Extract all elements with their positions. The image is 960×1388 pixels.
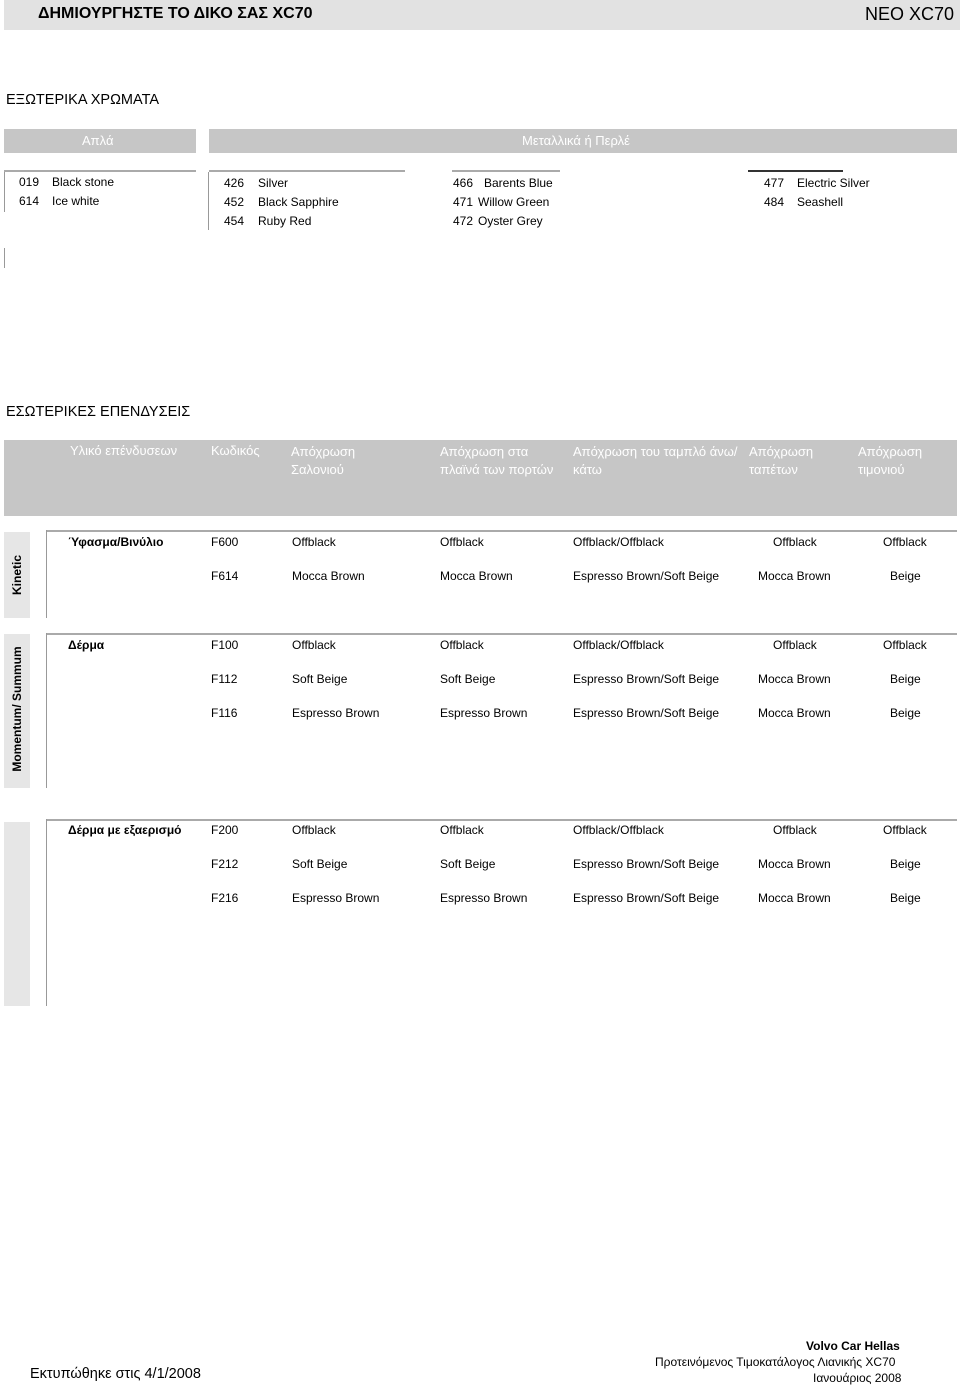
color-name: Silver <box>258 176 289 190</box>
exterior-section-title: ΕΞΩΤΕΡΙΚΑ ΧΡΩΜΑΤΑ <box>6 92 160 108</box>
divider <box>4 170 196 172</box>
carpet-color: Offblack <box>773 823 817 837</box>
color-code: 466 <box>453 176 474 190</box>
carpet-color: Mocca Brown <box>758 569 831 583</box>
color-code: 614 <box>19 194 40 208</box>
dashboard-color: Espresso Brown/Soft Beige <box>573 569 720 583</box>
color-name: Ruby Red <box>258 214 312 228</box>
divider <box>208 172 209 230</box>
footer-company: Volvo Car Hellas <box>806 1339 900 1353</box>
divider <box>452 170 560 172</box>
column-header-steering-wheel: Απόχρωση τιμονιού <box>858 444 923 477</box>
salon-color: Espresso Brown <box>292 706 380 720</box>
salon-color: Soft Beige <box>292 672 348 686</box>
trim-code: F112 <box>211 672 238 686</box>
column-header-door-panels: Απόχρωση στα πλαϊνά των πορτών <box>440 444 554 477</box>
divider <box>4 248 5 268</box>
trim-code: F614 <box>211 569 239 583</box>
steering-color: Offblack <box>883 638 927 652</box>
printed-date: Εκτυπώθηκε στις 4/1/2008 <box>30 1366 201 1382</box>
salon-color: Offblack <box>292 638 336 652</box>
footer-date: Ιανουάριος 2008 <box>813 1371 902 1385</box>
door-panel-color: Soft Beige <box>440 672 496 686</box>
divider <box>46 633 47 788</box>
color-name: Oyster Grey <box>478 214 543 228</box>
material-name: Δέρμα <box>68 638 105 652</box>
color-name: Willow Green <box>478 195 550 209</box>
salon-color: Espresso Brown <box>292 891 380 905</box>
carpet-color: Offblack <box>773 535 817 549</box>
color-name: Barents Blue <box>484 176 553 190</box>
column-header-material: Υλικό επένδυσεων <box>70 443 178 458</box>
color-name: Black stone <box>52 175 115 189</box>
steering-color: Beige <box>890 706 921 720</box>
door-panel-color: Offblack <box>440 638 484 652</box>
color-code: 477 <box>764 176 785 190</box>
interior-table-header <box>4 440 957 516</box>
steering-color: Offblack <box>883 535 927 549</box>
steering-color: Beige <box>890 569 921 583</box>
salon-color: Mocca Brown <box>292 569 365 583</box>
page-title: ΔΗΜΙΟΥΡΓΗΣΤΕ ΤΟ ΔΙΚΟ ΣΑΣ XC70 <box>38 5 313 22</box>
trim-code: F200 <box>211 823 239 837</box>
divider <box>46 530 957 532</box>
color-code: 426 <box>224 176 245 190</box>
color-name: Ice white <box>52 194 100 208</box>
column-header-salon: Απόχρωση Σαλονιού <box>291 444 356 477</box>
carpet-color: Mocca Brown <box>758 672 831 686</box>
band-label: Momentum/ Summum <box>10 646 24 772</box>
door-panel-color: Offblack <box>440 535 484 549</box>
plain-header <box>4 129 196 153</box>
carpet-color: Offblack <box>773 638 817 652</box>
salon-color: Offblack <box>292 535 336 549</box>
door-panel-color: Espresso Brown <box>440 891 528 905</box>
trim-code: F116 <box>211 706 238 720</box>
steering-color: Beige <box>890 672 921 686</box>
band-momentum-summum <box>4 634 30 788</box>
material-name: Δέρμα με εξαερισμό <box>68 823 182 837</box>
color-code: 019 <box>19 175 40 189</box>
dashboard-color: Espresso Brown/Soft Beige <box>573 857 720 871</box>
dashboard-color: Espresso Brown/Soft Beige <box>573 706 720 720</box>
dashboard-color: Offblack/Offblack <box>573 638 664 652</box>
divider <box>4 172 5 212</box>
door-panel-color: Offblack <box>440 823 484 837</box>
salon-color: Soft Beige <box>292 857 348 871</box>
trim-code: F216 <box>211 891 239 905</box>
color-code: 454 <box>224 214 245 228</box>
plain-header-label: Απλά <box>82 133 114 148</box>
column-header-carpets: Απόχρωση ταπέτων <box>749 444 814 477</box>
steering-color: Beige <box>890 891 921 905</box>
color-code: 452 <box>224 195 245 209</box>
door-panel-color: Espresso Brown <box>440 706 528 720</box>
divider <box>46 819 47 1006</box>
carpet-color: Mocca Brown <box>758 857 831 871</box>
dashboard-color: Espresso Brown/Soft Beige <box>573 672 720 686</box>
trim-code: F212 <box>211 857 239 871</box>
trim-code: F600 <box>211 535 239 549</box>
steering-color: Offblack <box>883 823 927 837</box>
color-name: Seashell <box>797 195 844 209</box>
carpet-color: Mocca Brown <box>758 891 831 905</box>
dashboard-color: Offblack/Offblack <box>573 535 664 549</box>
band-ventilated <box>4 822 30 1006</box>
model-name: ΝΕΟ XC70 <box>864 4 954 24</box>
carpet-color: Mocca Brown <box>758 706 831 720</box>
color-name: Black Sapphire <box>258 195 339 209</box>
color-name: Electric Silver <box>797 176 870 190</box>
color-code: 484 <box>764 195 785 209</box>
color-code: 471 <box>453 195 474 209</box>
door-panel-color: Soft Beige <box>440 857 496 871</box>
metallic-header-label: Μεταλλικά ή Περλέ <box>522 133 630 148</box>
footer-subtitle: Προτεινόμενος Τιμοκατάλογος Λιανικής XC70 <box>655 1355 896 1369</box>
trim-code: F100 <box>211 638 239 652</box>
column-header-dashboard: Απόχρωση του ταμπλό άνω/κάτω <box>573 444 738 477</box>
divider <box>748 170 843 172</box>
divider <box>209 170 405 172</box>
band-kinetic <box>4 532 30 618</box>
steering-color: Beige <box>890 857 921 871</box>
metallic-header <box>209 129 957 153</box>
door-panel-color: Mocca Brown <box>440 569 513 583</box>
salon-color: Offblack <box>292 823 336 837</box>
dashboard-color: Offblack/Offblack <box>573 823 664 837</box>
column-header-code: Κωδικός <box>211 443 260 458</box>
divider <box>46 819 957 821</box>
band-label: Kinetic <box>10 555 24 596</box>
dashboard-color: Espresso Brown/Soft Beige <box>573 891 720 905</box>
material-name: Ύφασμα/Βινύλιο <box>68 535 164 549</box>
color-code: 472 <box>453 214 474 228</box>
divider <box>46 530 47 618</box>
interior-section-title: ΕΣΩΤΕΡΙΚΕΣ ΕΠΕΝΔΥΣΕΙΣ <box>6 404 191 420</box>
divider <box>46 633 957 635</box>
